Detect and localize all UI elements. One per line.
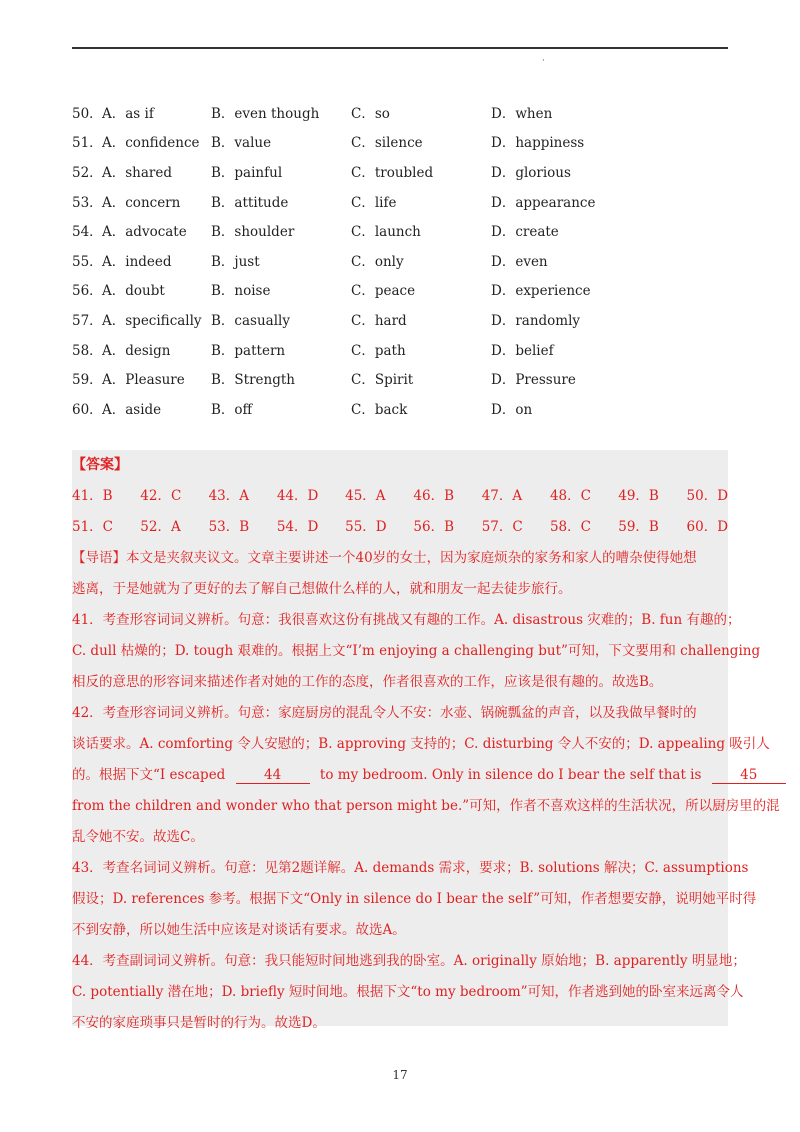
option-b: B．painful [211, 164, 283, 181]
answer-key: 52．A [140, 519, 181, 535]
option-c: C．peace [351, 283, 416, 300]
option-d: D．create [491, 224, 559, 241]
option-b: B．pattern [211, 342, 286, 359]
option-b: B．even though [211, 105, 320, 122]
option-d: D．appearance [491, 194, 596, 211]
answer-key: 49．B [618, 488, 659, 504]
answer-key: 56．B [413, 519, 455, 535]
option-d: D．Pressure [491, 372, 576, 389]
option-d: D．experience [491, 283, 591, 300]
explanation-44: 不安的家庭琐事只是暂时的行为。故选D。 [72, 1015, 326, 1031]
option-a: A．as if [102, 105, 154, 122]
option-b: B．off [211, 401, 253, 418]
page-number: 17 [392, 1068, 408, 1082]
option-b: B．shoulder [211, 224, 295, 241]
option-b: B．noise [211, 283, 271, 300]
explanation-42: 42．考查形容词词义辨析。句意：家庭厨房的混乱令人不安：水壶、锅碗瓢盆的声音，以及我做早餐时的 [72, 705, 697, 721]
option-c: C．silence [351, 135, 423, 152]
answer-key: 42．C [140, 488, 182, 504]
answer-key: 55．D [345, 519, 387, 535]
explanation-43: 假设；D. references 参考。根据下文“Only in silence do I bear the self”可知，作者想要安静，说明她平时得 [72, 891, 757, 907]
option-row: 54． A．advocate B．shoulder C．launch D．create [72, 215, 728, 245]
explanation-42: 谈话要求。A. comforting 令人安慰的；B. approving 支持的；C. disturbing 令人不安的；D. appealing 吸引人 [72, 736, 770, 752]
explanation-42 [72, 763, 758, 784]
answer-key: 58．C [549, 519, 591, 535]
answer-key: 41．B [72, 488, 113, 504]
option-a: A．doubt [102, 283, 165, 300]
option-a: A．aside [102, 401, 162, 418]
option-a: A．indeed [102, 253, 172, 270]
option-b: B．casually [211, 312, 290, 329]
header-mark: · [542, 56, 545, 66]
header-rule [72, 47, 728, 49]
answer-title: 【答案】 [72, 457, 128, 473]
option-d: D．belief [491, 342, 554, 359]
option-d: D．even [491, 253, 548, 270]
option-d: D．on [491, 401, 533, 418]
blank-45: 45 [712, 767, 786, 784]
option-a: A．Pleasure [102, 372, 185, 389]
option-b: B．attitude [211, 194, 289, 211]
options-list [72, 97, 728, 423]
answer-key: 44．D [276, 488, 319, 504]
option-c: C．Spirit [351, 372, 414, 389]
option-d: D．glorious [491, 164, 571, 181]
option-row: 57． A．specifically B．casually C．hard D．randomly [72, 304, 728, 334]
answer-key: 45．A [345, 488, 386, 504]
answer-key: 48．C [549, 488, 591, 504]
explanation-43: 不到安静，所以她生活中应该是对谈话有要求。故选A。 [72, 922, 406, 938]
explanation-text: 的。根据下文“I escaped [72, 767, 226, 783]
option-c: C．life [351, 194, 397, 211]
option-row: 58． A．design B．pattern C．path D．belief [72, 334, 728, 364]
option-b: B．value [211, 135, 272, 152]
option-b: B．Strength [211, 372, 295, 389]
explanation-41: 相反的意思的形容词来描述作者对她的工作的态度，作者很喜欢的工作，应该是很有趣的。故选B。 [72, 674, 663, 690]
option-a: A．shared [102, 164, 173, 181]
option-c: C．hard [351, 312, 407, 329]
option-row: 55． A．indeed B．just C．only D．even [72, 245, 728, 275]
option-a: A．design [102, 342, 171, 359]
option-c: C．only [351, 253, 404, 270]
answer-key: 43．A [208, 488, 249, 504]
answer-key: 46．B [413, 488, 455, 504]
explanation-41: C. dull 枯燥的；D. tough 艰难的。根据上文“I’m enjoying a challenging but”可知，下文要用和 challenging [72, 643, 761, 659]
option-d: D．randomly [491, 312, 581, 329]
guide-line: 【导语】本文是夹叙夹议文。文章主要讲述一个40岁的女士，因为家庭烦杂的家务和家人的嘈杂使得她想 [72, 550, 697, 566]
answer-key: 54．D [276, 519, 319, 535]
option-row: 60． A．aside B．off C．back D．on [72, 393, 728, 423]
option-row: 50． A．as if B．even though C．so D．when [72, 97, 728, 127]
option-row: 56． A．doubt B．noise C．peace D．experience [72, 275, 728, 305]
option-c: C．path [351, 342, 406, 359]
answer-key-row-2 [72, 515, 728, 545]
option-c: C．troubled [351, 164, 434, 181]
answer-panel [72, 450, 780, 1031]
option-d: D．happiness [491, 135, 585, 152]
option-b: B．just [211, 253, 260, 270]
explanation-44: 44．考查副词词义辨析。句意：我只能短时间地逃到我的卧室。A. originally 原始地；B. apparently 明显地； [72, 953, 746, 969]
explanation-42: 乱令她不安。故选C。 [72, 829, 204, 845]
option-c: C．so [351, 105, 390, 122]
option-a: A．advocate [102, 224, 187, 241]
answer-key-row-1 [72, 484, 728, 514]
option-row: 59． A．Pleasure B．Strength C．Spirit D．Pressure [72, 363, 728, 393]
answer-key: 53．B [208, 519, 250, 535]
guide-line: 逃离，于是她就为了更好的去了解自己想做什么样的人，就和朋友一起去徒步旅行。 [72, 581, 572, 597]
answer-key: 59．B [618, 519, 659, 535]
answer-key: 60．D [686, 519, 729, 535]
option-a: A．concern [102, 194, 181, 211]
option-c: C．launch [351, 224, 421, 241]
option-a: A．confidence [102, 135, 200, 152]
answer-key: 57．C [481, 519, 523, 535]
explanation-text: to my bedroom. Only in silence do I bear the self that is [319, 767, 702, 783]
option-row: 52． A．shared B．painful C．troubled D．glorious [72, 156, 728, 186]
explanation-44: C. potentially 潜在地；D. briefly 短时间地。根据下文“to my bedroom”可知，作者逃到她的卧室来远离令人 [72, 984, 744, 1000]
explanation-41: 41．考查形容词词义辨析。句意：我很喜欢这份有挑战又有趣的工作。A. disastrous 灾难的；B. fun 有趣的； [72, 612, 741, 628]
explanation-43: 43．考查名词词义辨析。句意：见第2题详解。A. demands 需求，要求；B. solutions 解决；C. assumptions [72, 860, 749, 876]
option-row: 51． A．confidence B．value C．silence D．happiness [72, 127, 728, 157]
explanation-42: from the children and wonder who that person might be.”可知，作者不喜欢这样的生活状况，所以厨房里的混 [72, 798, 780, 814]
option-row: 53． A．concern B．attitude C．life D．appearance [72, 186, 728, 216]
option-a: A．specifically [102, 312, 202, 329]
answer-key: 50．D [686, 488, 729, 504]
option-d: D．when [491, 105, 553, 122]
answer-key: 47．A [481, 488, 523, 504]
option-c: C．back [351, 401, 408, 418]
blank-44: 44 [236, 767, 310, 784]
answer-key: 51．C [72, 519, 114, 535]
